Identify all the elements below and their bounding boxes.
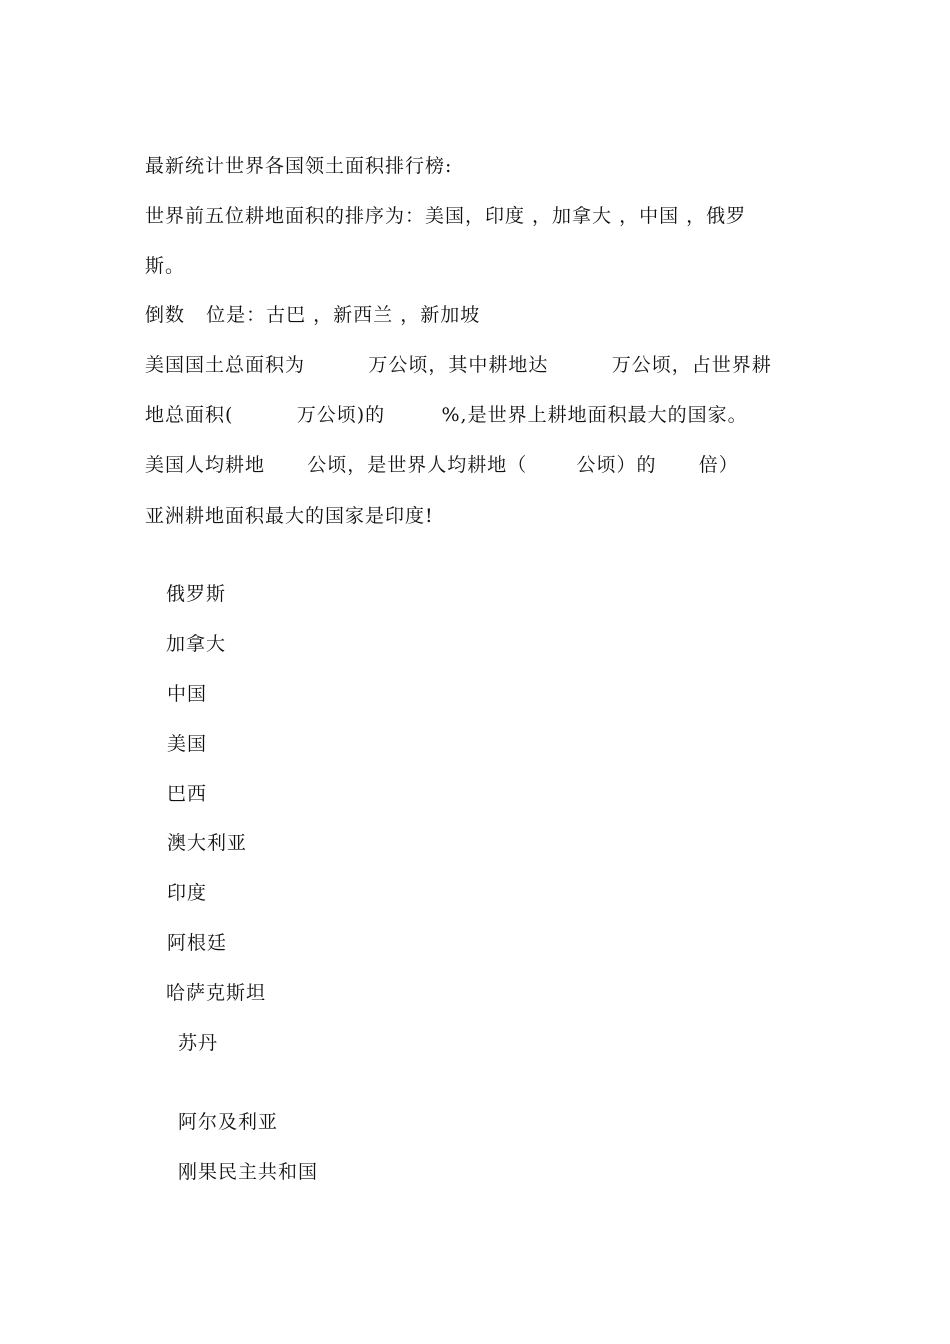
country-list-item: 澳大利亚 <box>167 832 248 854</box>
paragraph-line: 亚洲耕地面积最大的国家是印度! <box>145 505 434 527</box>
country-list-item: 美国 <box>167 733 208 755</box>
country-list-item: 加拿大 <box>166 633 227 655</box>
country-list-item: 苏丹 <box>178 1032 219 1054</box>
paragraph-line: 地总面积( 万公顷)的 %,是世界上耕地面积最大的国家。 <box>145 404 748 426</box>
country-list-item: 阿根廷 <box>167 932 228 954</box>
paragraph-line: 美国人均耕地 公顷，是世界人均耕地（ 公顷）的 倍） <box>145 454 739 476</box>
country-list-item: 刚果民主共和国 <box>178 1161 319 1183</box>
paragraph-line: 倒数 位是：古巴 ，新西兰 ，新加坡 <box>145 304 481 326</box>
paragraph-line: 斯。 <box>145 255 186 277</box>
document-title: 最新统计世界各国领土面积排行榜: <box>145 155 453 177</box>
paragraph-line: 世界前五位耕地面积的排序为：美国，印度 ，加拿大 ，中国 ，俄罗 <box>145 205 747 227</box>
country-list-item: 哈萨克斯坦 <box>166 982 267 1004</box>
country-list-item: 巴西 <box>167 783 208 805</box>
country-list-item: 阿尔及利亚 <box>178 1111 279 1133</box>
country-list-item: 印度 <box>167 882 208 904</box>
country-list-item: 俄罗斯 <box>166 583 227 605</box>
country-list-item: 中国 <box>167 683 208 705</box>
paragraph-line: 美国国土总面积为 万公顷，其中耕地达 万公顷，占世界耕 <box>145 354 772 376</box>
